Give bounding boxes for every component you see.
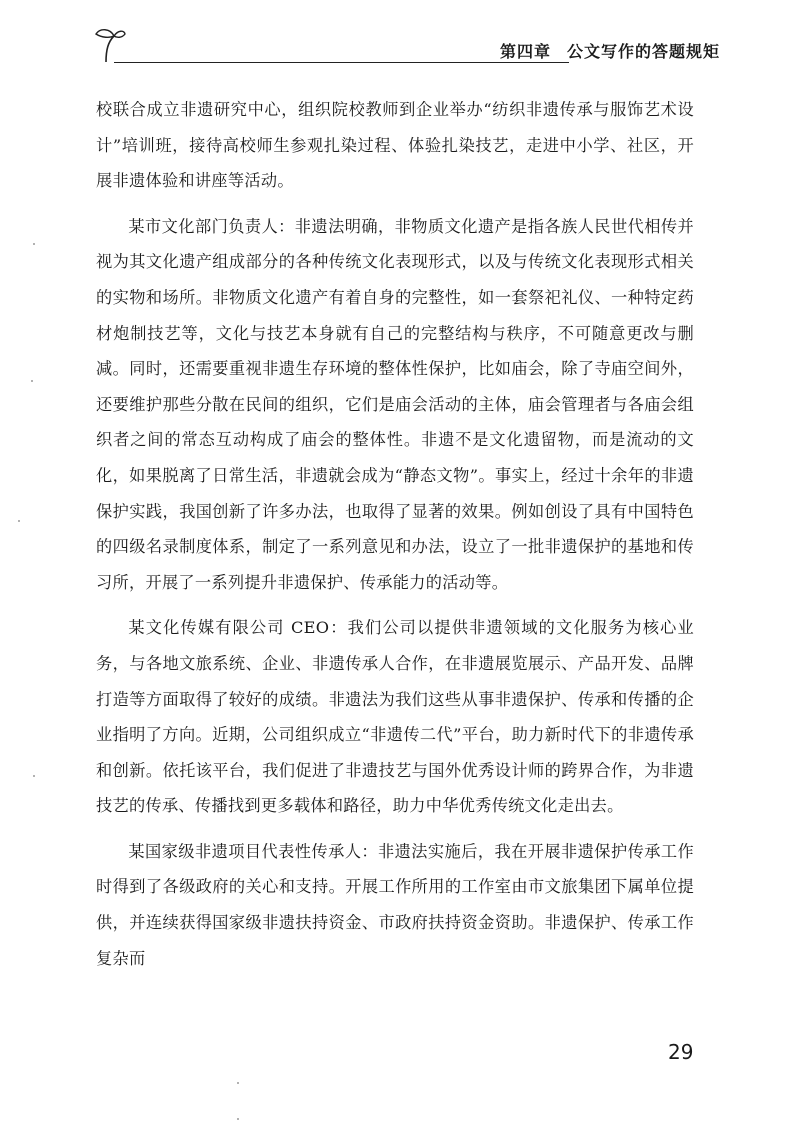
body-text bbox=[96, 92, 694, 986]
scan-speck bbox=[33, 775, 35, 777]
paragraph-culture-department: 某市文化部门负责人：非遗法明确，非物质文化遗产是指各族人民世代相传并视为其文化遗产组成部分的各种传统文化表现形式，以及与传统文化表现形式相关的实物和场所。非物质文化遗产有着自身的完整性，如一套祭祀礼仪、一种特定药材炮制技艺等，文化与技艺本身就有自己的完整结构与秩序，不可随意更改与删减。同时，还需要重视非遗生存环境的整体性保护，比如庙会，除了寺庙空间外，还要维护那些分散在民间的组织，它们是庙会活动的主体，庙会管理者与各庙会组织者之间的常态互动构成了庙会的整体性。非遗不是文化遗留物，而是流动的文化，如果脱离了日常生活，非遗就会成为“静态文物”。事实上，经过十余年的非遗保护实践，我国创新了许多办法，也取得了显著的效果。例如创设了具有中国特色的四级名录制度体系，制定了一系列意见和办法，设立了一批非遗保护的基地和传习所，开展了一系列提升非遗保护、传承能力的活动等。 bbox=[96, 216, 694, 592]
scan-speck bbox=[237, 1118, 239, 1120]
scan-speck bbox=[31, 380, 33, 382]
page-number: 29 bbox=[668, 1040, 694, 1064]
scan-speck bbox=[18, 520, 20, 522]
chapter-title: 公文写作的答题规矩 bbox=[566, 42, 720, 61]
header-rule bbox=[114, 62, 569, 63]
running-header bbox=[90, 22, 720, 72]
chapter-heading bbox=[500, 39, 720, 62]
paragraph-media-company: 某文化传媒有限公司 CEO：我们公司以提供非遗领域的文化服务为核心业务，与各地文旅系统、企业、非遗传承人合作，在非遗展览展示、产品开发、品牌打造等方面取得了较好的成绩。非遗法为我们这些从事非遗保护、传承和传播的企业指明了方向。近期，公司组织成立“非遗传二代”平台，助力新时代下的非遗传承和创新。依托该平台，我们促进了非遗技艺与国外优秀设计师的跨界合作，为非遗技艺的传承、传播找到更多载体和路径，助力中华优秀传统文化走出去。 bbox=[96, 618, 694, 816]
paragraph-inheritor: 某国家级非遗项目代表性传承人：非遗法实施后，我在开展非遗保护传承工作时得到了各级政府的关心和支持。开展工作所用的工作室由市文旅集团下属单位提供，并连续获得国家级非遗扶持资金、市政府扶持资金资助。非遗保护、传承工作复杂而 bbox=[96, 841, 694, 968]
paragraph-continuation: 校联合成立非遗研究中心，组织院校教师到企业举办“纺织非遗传承与服饰艺术设计”培训班，接待高校师生参观扎染过程、体验扎染技艺，走进中小学、社区，开展非遗体验和讲座等活动。 bbox=[96, 100, 694, 191]
scan-speck bbox=[33, 243, 35, 245]
chapter-label: 第四章 bbox=[499, 42, 551, 61]
leaf-sprout-icon bbox=[92, 24, 126, 64]
scan-speck bbox=[237, 1082, 239, 1084]
